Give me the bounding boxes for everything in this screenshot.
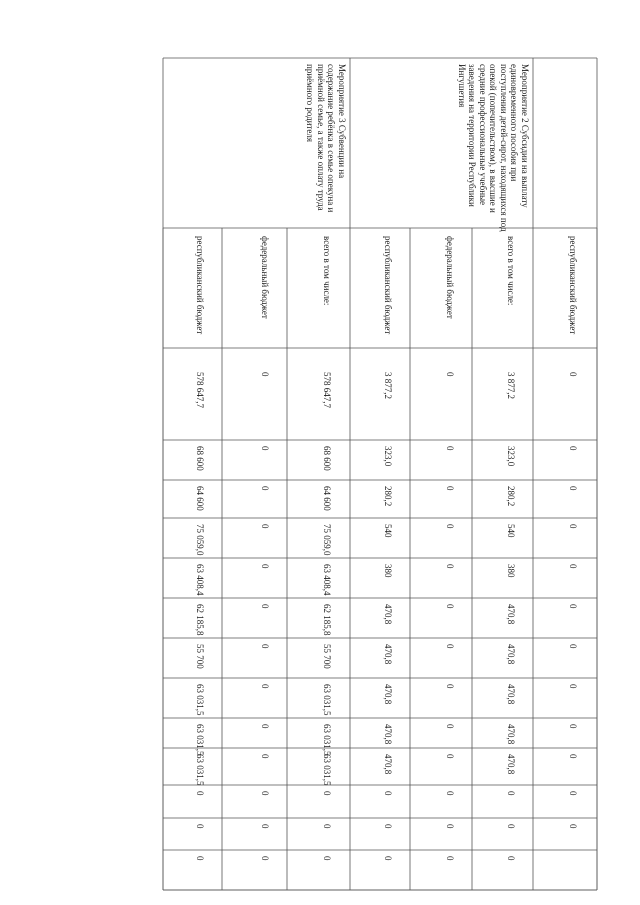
- year-value: 68 600: [322, 446, 332, 471]
- year-value: 0: [445, 684, 455, 689]
- total-value: 578 647,7: [195, 372, 205, 408]
- year-value: 0: [260, 604, 270, 609]
- year-value: 0: [568, 486, 578, 491]
- year-value: 0: [260, 724, 270, 729]
- year-value: 470,8: [506, 724, 516, 745]
- year-value: 0: [322, 824, 332, 829]
- year-value: 470,8: [383, 684, 393, 705]
- year-value: 470,8: [506, 754, 516, 775]
- year-value: 323,0: [383, 446, 393, 467]
- year-value: 0: [568, 724, 578, 729]
- year-value: 540: [383, 524, 393, 538]
- funding-source: всего в том числе:: [322, 236, 332, 306]
- funding-source: федеральный бюджет: [445, 236, 455, 319]
- year-value: 0: [445, 564, 455, 569]
- year-value: 0: [568, 604, 578, 609]
- year-value: 380: [506, 564, 516, 578]
- year-value: 63 031,5: [195, 754, 205, 786]
- year-value: 0: [445, 486, 455, 491]
- funding-source: всего в том числе:: [506, 236, 516, 306]
- year-value: 0: [383, 824, 393, 829]
- year-value: 0: [506, 856, 516, 861]
- year-value: 63 408,4: [322, 564, 332, 596]
- year-value: 62 185,8: [195, 604, 205, 636]
- year-value: 0: [260, 524, 270, 529]
- total-value: 3 877,2: [383, 372, 393, 399]
- year-value: 0: [195, 824, 205, 829]
- year-value: 0: [445, 524, 455, 529]
- funding-source: федеральный бюджет: [260, 236, 270, 319]
- year-value: 75 059,0: [195, 524, 205, 556]
- year-value: 0: [445, 604, 455, 609]
- year-value: 62 185,8: [322, 604, 332, 636]
- year-value: 0: [568, 446, 578, 451]
- year-value: 540: [506, 524, 516, 538]
- year-value: 0: [445, 644, 455, 649]
- measure-description: Мероприятие 2 Субсидии на выплату единовременного пособия при поступлении детей-сирот, находящихся под опекой (попечительством), в высшие и средние профессиональные учебные заведения на территории Республики Ингушетия: [457, 64, 530, 232]
- year-value: 0: [383, 856, 393, 861]
- year-value: 0: [568, 754, 578, 759]
- year-value: 0: [260, 856, 270, 861]
- year-value: 470,8: [383, 754, 393, 775]
- year-value: 0: [445, 791, 455, 796]
- funding-source: республиканский бюджет: [195, 236, 205, 335]
- year-value: 470,8: [506, 644, 516, 665]
- year-value: 0: [568, 824, 578, 829]
- year-value: 63 031,5: [195, 724, 205, 756]
- year-value: 470,8: [506, 604, 516, 625]
- total-value: 3 877,2: [506, 372, 516, 399]
- year-value: 63 031,5: [195, 684, 205, 716]
- year-value: 75 059,0: [322, 524, 332, 556]
- total-value: 0: [568, 372, 578, 377]
- year-value: 0: [383, 791, 393, 796]
- total-value: 578 647,7: [322, 372, 332, 408]
- year-value: 0: [260, 486, 270, 491]
- year-value: 0: [322, 856, 332, 861]
- year-value: 0: [445, 856, 455, 861]
- year-value: 0: [260, 684, 270, 689]
- year-value: 380: [383, 564, 393, 578]
- total-value: 0: [445, 372, 455, 377]
- year-value: 0: [445, 446, 455, 451]
- year-value: 0: [568, 644, 578, 649]
- year-value: 0: [568, 684, 578, 689]
- funding-source: республиканский бюджет: [383, 236, 393, 335]
- year-value: 63 408,4: [195, 564, 205, 596]
- total-value: 0: [260, 372, 270, 377]
- year-value: 0: [195, 856, 205, 861]
- year-value: 470,8: [506, 684, 516, 705]
- year-value: 0: [506, 824, 516, 829]
- year-value: 0: [260, 564, 270, 569]
- year-value: 0: [322, 791, 332, 796]
- year-value: 470,8: [383, 644, 393, 665]
- year-value: 55 700: [322, 644, 332, 669]
- year-value: 0: [260, 791, 270, 796]
- year-value: 55 700: [195, 644, 205, 669]
- year-value: 68 600: [195, 446, 205, 471]
- year-value: 0: [260, 644, 270, 649]
- year-value: 470,8: [383, 724, 393, 745]
- year-value: 280,2: [383, 486, 393, 507]
- year-value: 0: [260, 824, 270, 829]
- year-value: 280,2: [506, 486, 516, 507]
- year-value: 64 600: [195, 486, 205, 511]
- year-value: 0: [260, 446, 270, 451]
- year-value: 63 031,5: [322, 684, 332, 716]
- year-value: 0: [568, 524, 578, 529]
- year-value: 0: [506, 791, 516, 796]
- year-value: 0: [195, 791, 205, 796]
- year-value: 0: [445, 724, 455, 729]
- funding-source: республиканский бюджет: [568, 236, 578, 335]
- measure-description: Мероприятие 3 Субвенции на содержание ребёнка в семье опекуна и приёмной семье, а также оплату труда приёмного родителя: [305, 64, 347, 213]
- year-value: 63 031,5: [322, 754, 332, 786]
- year-value: 0: [568, 564, 578, 569]
- year-value: 0: [260, 754, 270, 759]
- year-value: 0: [568, 791, 578, 796]
- year-value: 323,0: [506, 446, 516, 467]
- year-value: 63 031,5: [322, 724, 332, 756]
- year-value: 0: [445, 824, 455, 829]
- year-value: 0: [445, 754, 455, 759]
- year-value: 64 600: [322, 486, 332, 511]
- year-value: 470,8: [383, 604, 393, 625]
